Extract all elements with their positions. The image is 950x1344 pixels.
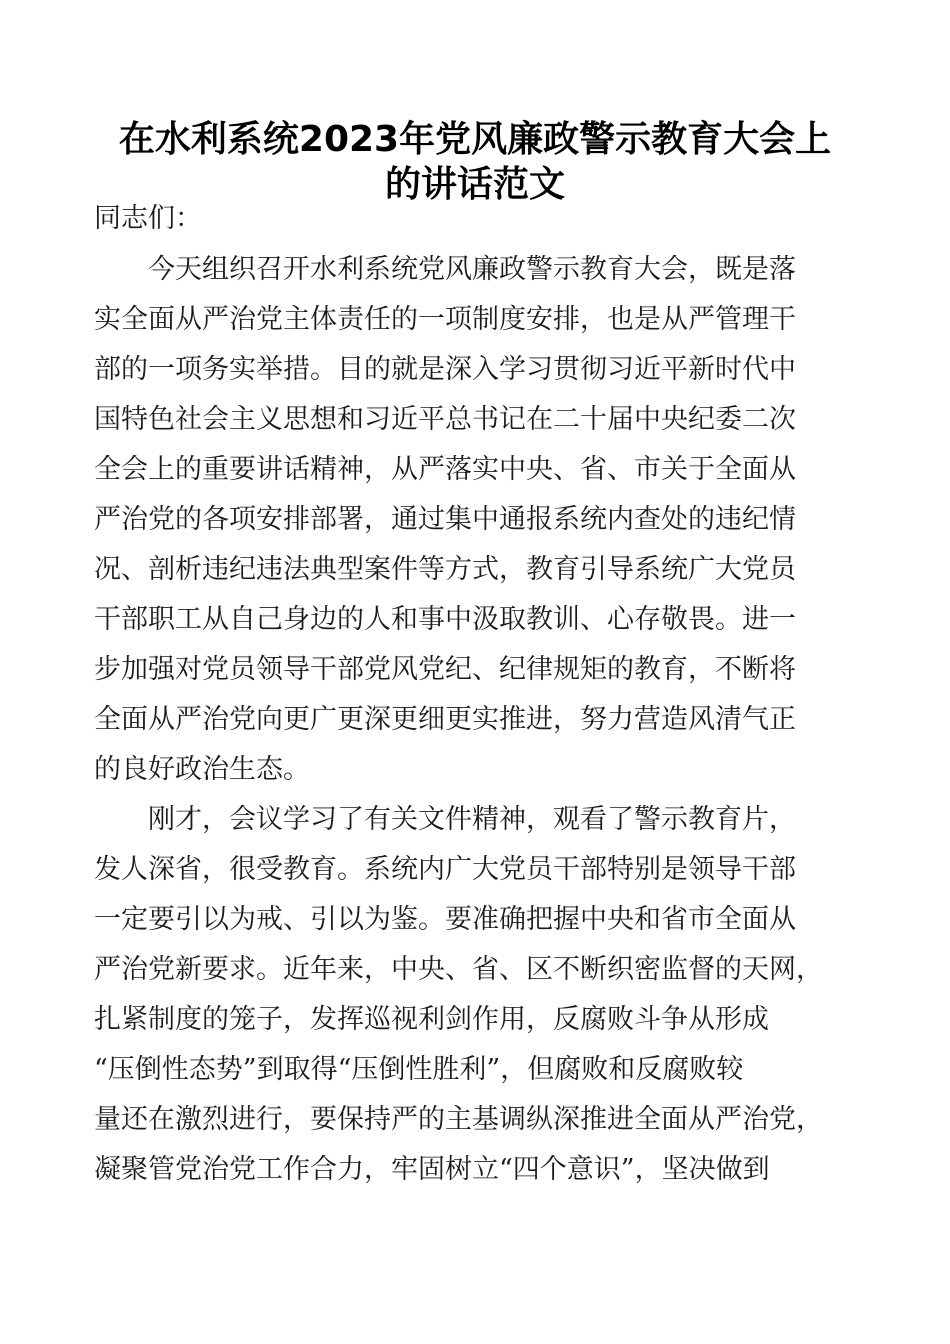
paragraph-line: 的良好政治生态。 [94, 754, 310, 785]
paragraph-line: “压倒性态势”到取得“压倒性胜利”，但腐败和反腐败较 [94, 1054, 744, 1085]
paragraph-line: 一定要引以为戒、引以为鉴。要准确把握中央和省市全面从 [94, 904, 796, 935]
paragraph-line: 步加强对党员领导干部党风党纪、纪律规矩的教育，不断将 [94, 654, 796, 685]
paragraph-line: 严治党新要求。近年来，中央、省、区不断织密监督的天网， [94, 954, 823, 985]
paragraph-line: 凝聚管党治党工作合力，牢固树立“四个意识”，坚决做到 [94, 1154, 770, 1185]
paragraph-line: 况、剖析违纪违法典型案件等方式，教育引导系统广大党员 [94, 554, 796, 585]
paragraph-line: 量还在激烈进行，要保持严的主基调纵深推进全面从严治党， [94, 1104, 823, 1135]
paragraph-line: 严治党的各项安排部署，通过集中通报系统内查处的违纪情 [94, 504, 796, 535]
paragraph-line: 扎紧制度的笼子，发挥巡视利剑作用，反腐败斗争从形成 [94, 1004, 769, 1035]
paragraph-line: 部的一项务实举措。目的就是深入学习贯彻习近平新时代中 [94, 354, 796, 385]
paragraph-line: 刚才，会议学习了有关文件精神，观看了警示教育片， [94, 804, 796, 835]
paragraph-line: 全会上的重要讲话精神，从严落实中央、省、市关于全面从 [94, 454, 796, 485]
paragraph-line: 国特色社会主义思想和习近平总书记在二十届中央纪委二次 [94, 404, 796, 435]
document-title-line-2: 的讲话范文 [384, 164, 565, 205]
paragraph-line: 全面从严治党向更广更深更细更实推进，努力营造风清气正 [94, 704, 796, 735]
document-title-line-1: 在水利系统2023年党风廉政警示教育大会上 [118, 119, 832, 160]
paragraph-line: 发人深省，很受教育。系统内广大党员干部特别是领导干部 [94, 854, 796, 885]
paragraph-line: 今天组织召开水利系统党风廉政警示教育大会，既是落 [94, 254, 796, 285]
paragraph-line: 实全面从严治党主体责任的一项制度安排，也是从严管理干 [94, 304, 796, 335]
salutation: 同志们： [94, 203, 202, 234]
paragraph-line: 干部职工从自己身边的人和事中汲取教训、心存敬畏。进一 [94, 604, 796, 635]
